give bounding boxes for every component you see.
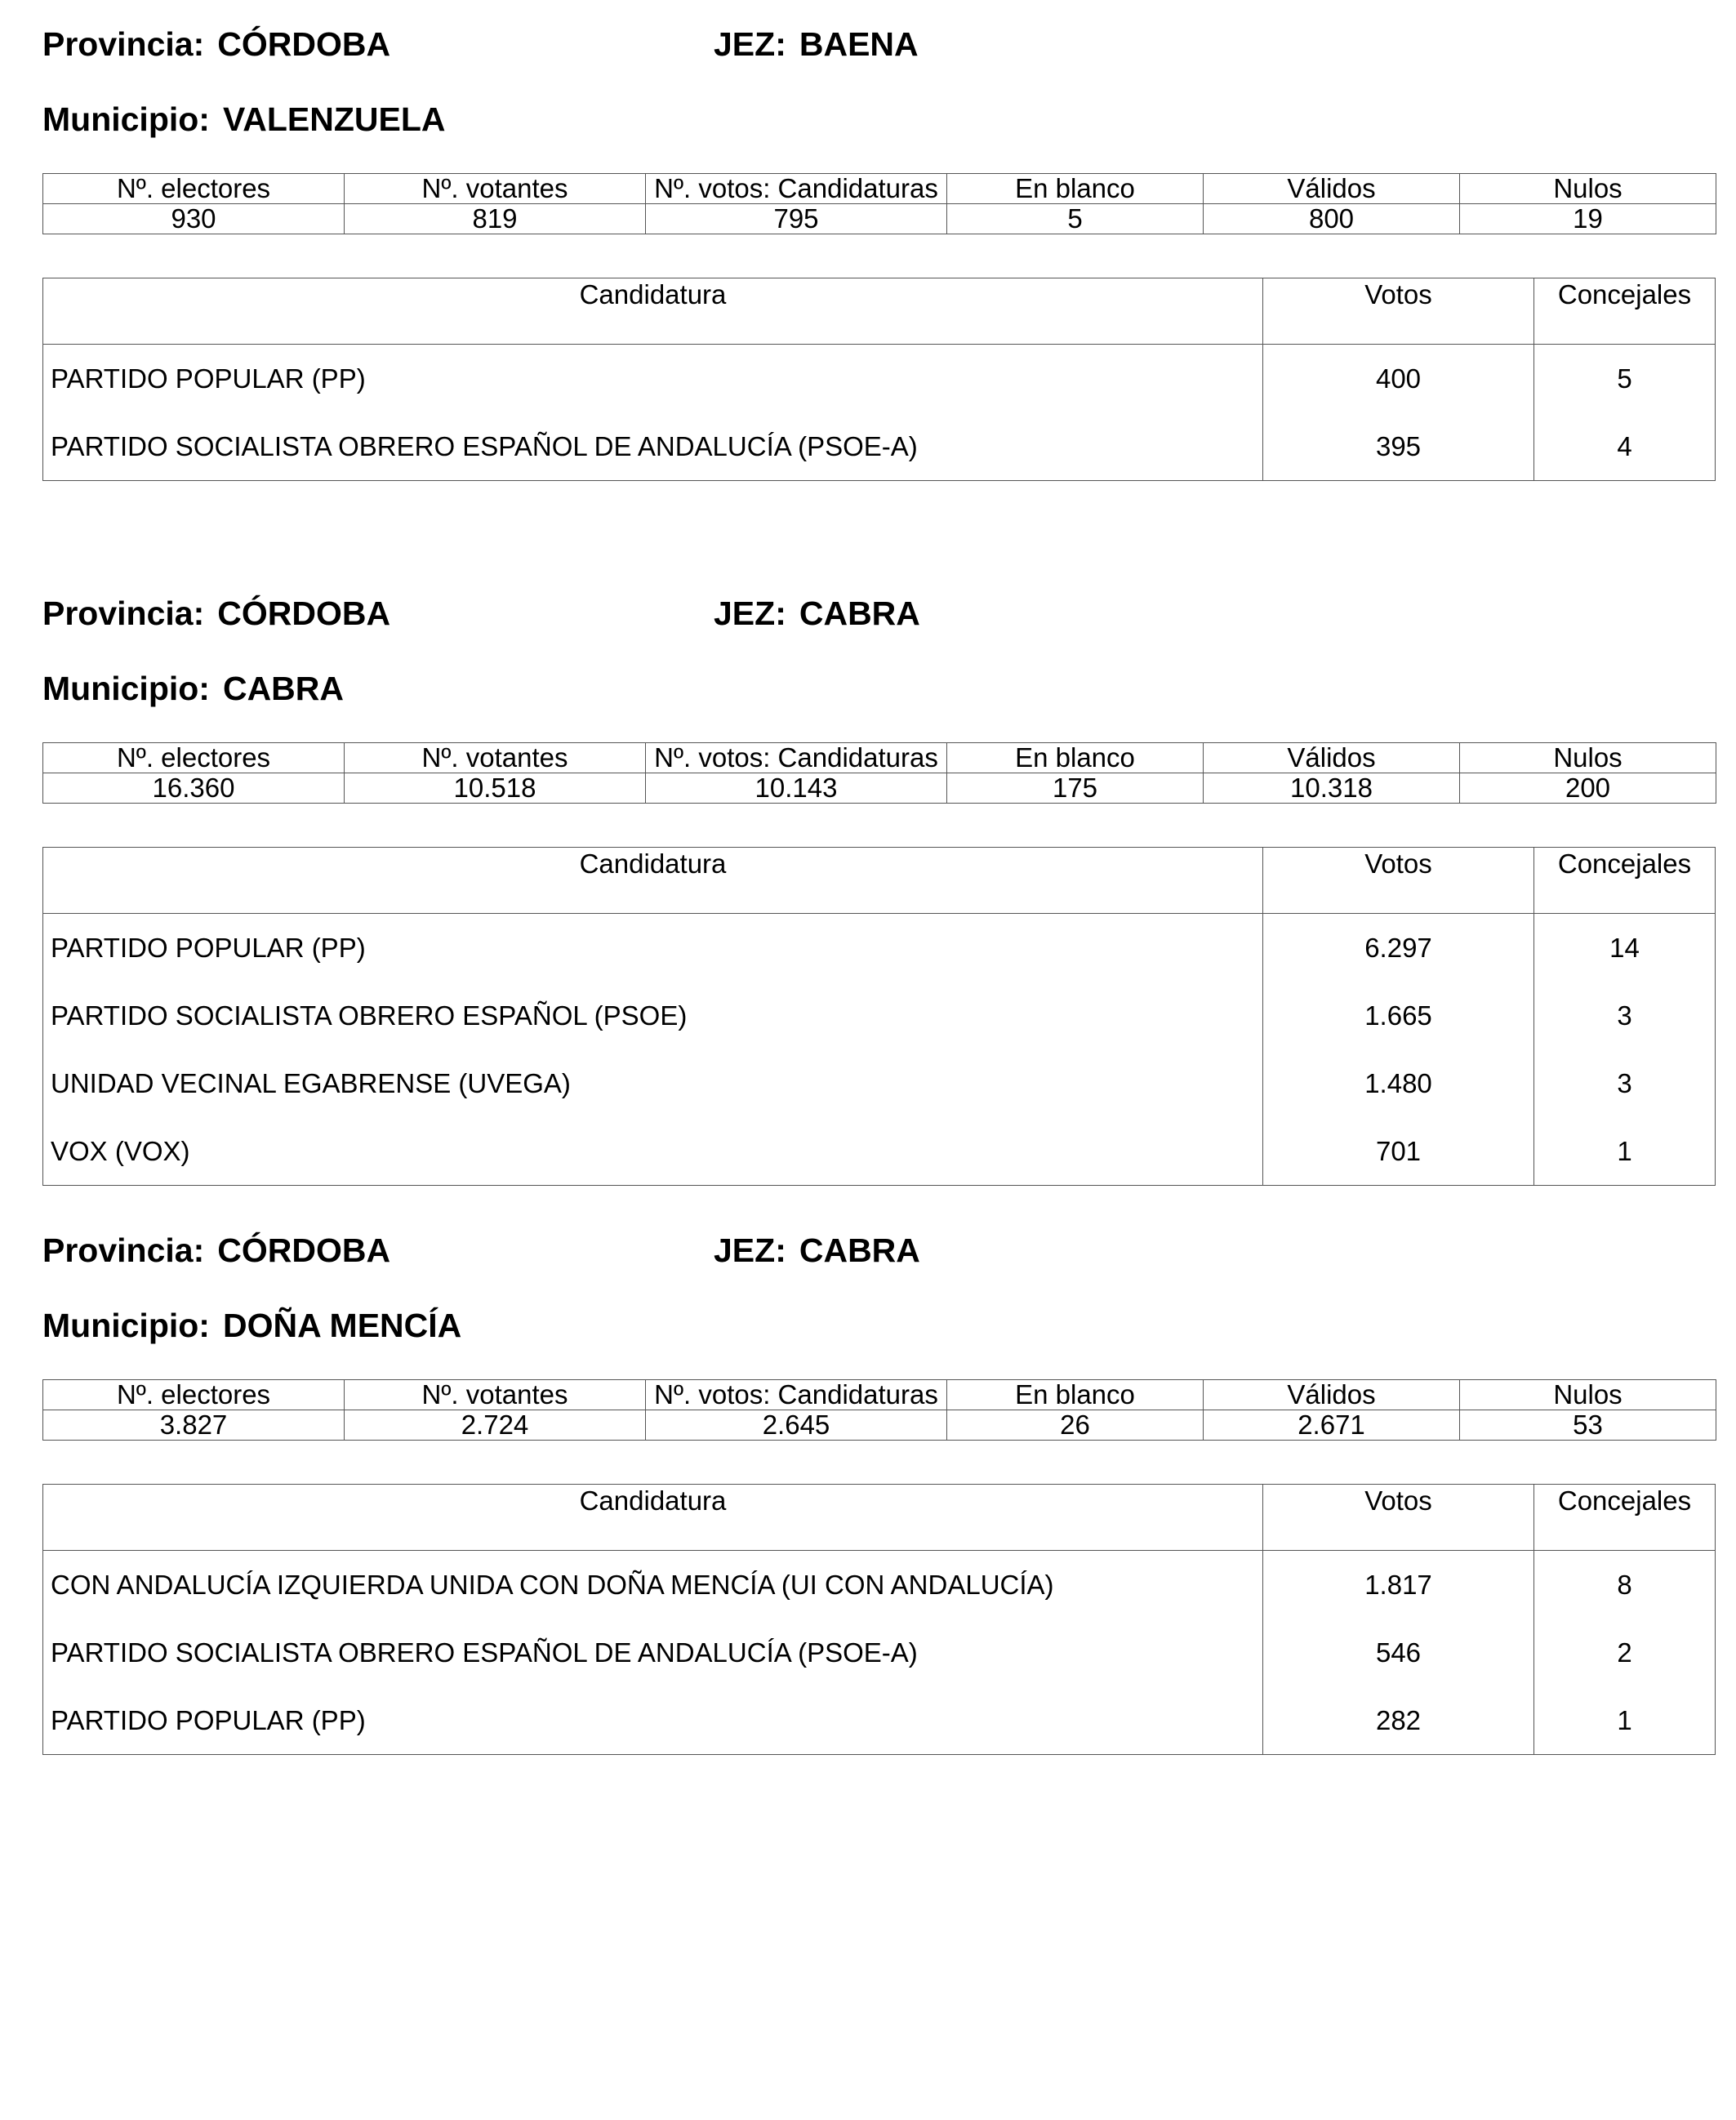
candidatura-name: PARTIDO SOCIALISTA OBRERO ESPAÑOL DE ANDALUCÍA (PSOE-A) [43, 412, 1263, 481]
summary-header-cell: Nº. votos: Candidaturas [646, 174, 947, 204]
summary-header-cell: En blanco [947, 1380, 1204, 1410]
summary-value-cell: 16.360 [43, 773, 345, 804]
candidatura-row [43, 1049, 1716, 1117]
candidatura-row [43, 1619, 1716, 1686]
concejales-header: Concejales [1534, 1485, 1716, 1551]
summary-value-cell: 5 [947, 204, 1204, 234]
results-header-row [43, 278, 1716, 345]
candidatura-name: CON ANDALUCÍA IZQUIERDA UNIDA CON DOÑA MENCÍA (UI CON ANDALUCÍA) [43, 1551, 1263, 1619]
provincia-line-value: CÓRDOBA [217, 25, 391, 63]
results-header-row [43, 1485, 1716, 1551]
summary-value-cell: 2.645 [646, 1410, 947, 1441]
candidatura-row [43, 1117, 1716, 1186]
concejales-value: 5 [1534, 345, 1716, 413]
results-header-row [43, 848, 1716, 914]
summary-value-cell: 2.671 [1204, 1410, 1460, 1441]
summary-header-cell: Nº. votantes [345, 743, 646, 773]
votos-value: 1.665 [1263, 982, 1534, 1049]
jez-line [714, 24, 919, 64]
summary-value-cell: 19 [1460, 204, 1716, 234]
concejales-value: 2 [1534, 1619, 1716, 1686]
summary-header-cell: Nº. electores [43, 743, 345, 773]
votos-value: 1.817 [1263, 1551, 1534, 1619]
summary-header-cell: Válidos [1204, 743, 1460, 773]
jez-line-value: CABRA [799, 595, 920, 632]
votos-header: Votos [1263, 278, 1534, 345]
summary-value-cell: 930 [43, 204, 345, 234]
candidatura-row [43, 982, 1716, 1049]
summary-header-cell: Nº. votantes [345, 174, 646, 204]
jez-line-value: BAENA [799, 25, 919, 63]
summary-value-row [43, 773, 1716, 804]
concejales-value: 1 [1534, 1686, 1716, 1755]
candidatura-name: UNIDAD VECINAL EGABRENSE (UVEGA) [43, 1049, 1263, 1117]
candidatura-row [43, 1551, 1716, 1619]
municipio-line [42, 100, 446, 139]
concejales-value: 3 [1534, 1049, 1716, 1117]
jez-line-label: JEZ: [714, 595, 786, 632]
concejales-value: 14 [1534, 914, 1716, 982]
summary-value-row [43, 1410, 1716, 1441]
results-table [42, 278, 1716, 481]
candidatura-name: PARTIDO POPULAR (PP) [43, 345, 1263, 413]
summary-header-cell: Nulos [1460, 743, 1716, 773]
candidatura-name: PARTIDO POPULAR (PP) [43, 1686, 1263, 1755]
summary-header-cell: Nulos [1460, 174, 1716, 204]
candidatura-row [43, 914, 1716, 982]
municipio-line [42, 1306, 461, 1345]
concejales-value: 8 [1534, 1551, 1716, 1619]
summary-header-row [43, 1380, 1716, 1410]
votos-value: 546 [1263, 1619, 1534, 1686]
provincia-line-label: Provincia: [42, 1231, 205, 1269]
jez-line-value: CABRA [799, 1231, 920, 1269]
votos-value: 400 [1263, 345, 1534, 413]
votos-value: 6.297 [1263, 914, 1534, 982]
votos-value: 395 [1263, 412, 1534, 481]
summary-value-cell: 3.827 [43, 1410, 345, 1441]
provincia-line-label: Provincia: [42, 595, 205, 632]
candidatura-name: PARTIDO SOCIALISTA OBRERO ESPAÑOL (PSOE) [43, 982, 1263, 1049]
votos-value: 282 [1263, 1686, 1534, 1755]
summary-value-row [43, 204, 1716, 234]
votos-value: 701 [1263, 1117, 1534, 1186]
summary-value-cell: 175 [947, 773, 1204, 804]
jez-line [714, 1231, 920, 1270]
summary-table [42, 173, 1716, 234]
municipio-line-value: VALENZUELA [222, 100, 446, 138]
summary-value-cell: 26 [947, 1410, 1204, 1441]
summary-value-cell: 10.143 [646, 773, 947, 804]
municipio-line-label: Municipio: [42, 670, 210, 707]
summary-header-cell: Válidos [1204, 174, 1460, 204]
summary-header-cell: Nº. votantes [345, 1380, 646, 1410]
jez-line-label: JEZ: [714, 1231, 786, 1269]
provincia-line [42, 24, 390, 64]
summary-value-cell: 2.724 [345, 1410, 646, 1441]
concejales-value: 4 [1534, 412, 1716, 481]
municipio-line-label: Municipio: [42, 100, 210, 138]
candidatura-name: VOX (VOX) [43, 1117, 1263, 1186]
concejales-value: 1 [1534, 1117, 1716, 1186]
candidatura-row [43, 1686, 1716, 1755]
summary-value-cell: 200 [1460, 773, 1716, 804]
municipio-line-value: CABRA [222, 670, 345, 707]
provincia-line-label: Provincia: [42, 25, 205, 63]
concejales-header: Concejales [1534, 848, 1716, 914]
candidatura-row [43, 345, 1716, 413]
summary-value-cell: 795 [646, 204, 947, 234]
votos-header: Votos [1263, 848, 1534, 914]
summary-header-cell: En blanco [947, 743, 1204, 773]
summary-header-row [43, 743, 1716, 773]
concejales-header: Concejales [1534, 278, 1716, 345]
candidatura-header: Candidatura [43, 1485, 1263, 1551]
municipio-line [42, 669, 344, 708]
summary-header-row [43, 174, 1716, 204]
concejales-value: 3 [1534, 982, 1716, 1049]
votos-header: Votos [1263, 1485, 1534, 1551]
summary-header-cell: Nº. votos: Candidaturas [646, 743, 947, 773]
summary-value-cell: 10.518 [345, 773, 646, 804]
candidatura-header: Candidatura [43, 848, 1263, 914]
summary-header-cell: Nº. electores [43, 1380, 345, 1410]
candidatura-name: PARTIDO POPULAR (PP) [43, 914, 1263, 982]
results-table [42, 847, 1716, 1186]
jez-line-label: JEZ: [714, 25, 786, 63]
provincia-line [42, 1231, 390, 1270]
summary-table [42, 1379, 1716, 1441]
summary-header-cell: Nº. electores [43, 174, 345, 204]
candidatura-header: Candidatura [43, 278, 1263, 345]
jez-line [714, 594, 920, 633]
candidatura-row [43, 412, 1716, 481]
votos-value: 1.480 [1263, 1049, 1534, 1117]
summary-value-cell: 800 [1204, 204, 1460, 234]
summary-value-cell: 53 [1460, 1410, 1716, 1441]
summary-value-cell: 10.318 [1204, 773, 1460, 804]
candidatura-name: PARTIDO SOCIALISTA OBRERO ESPAÑOL DE ANDALUCÍA (PSOE-A) [43, 1619, 1263, 1686]
summary-table [42, 742, 1716, 804]
municipio-line-label: Municipio: [42, 1307, 210, 1344]
summary-header-cell: Nº. votos: Candidaturas [646, 1380, 947, 1410]
summary-value-cell: 819 [345, 204, 646, 234]
results-table [42, 1484, 1716, 1755]
provincia-line-value: CÓRDOBA [217, 595, 391, 632]
summary-header-cell: Válidos [1204, 1380, 1460, 1410]
provincia-line-value: CÓRDOBA [217, 1231, 391, 1269]
summary-header-cell: Nulos [1460, 1380, 1716, 1410]
provincia-line [42, 594, 390, 633]
summary-header-cell: En blanco [947, 174, 1204, 204]
municipio-line-value: DOÑA MENCÍA [222, 1307, 462, 1344]
